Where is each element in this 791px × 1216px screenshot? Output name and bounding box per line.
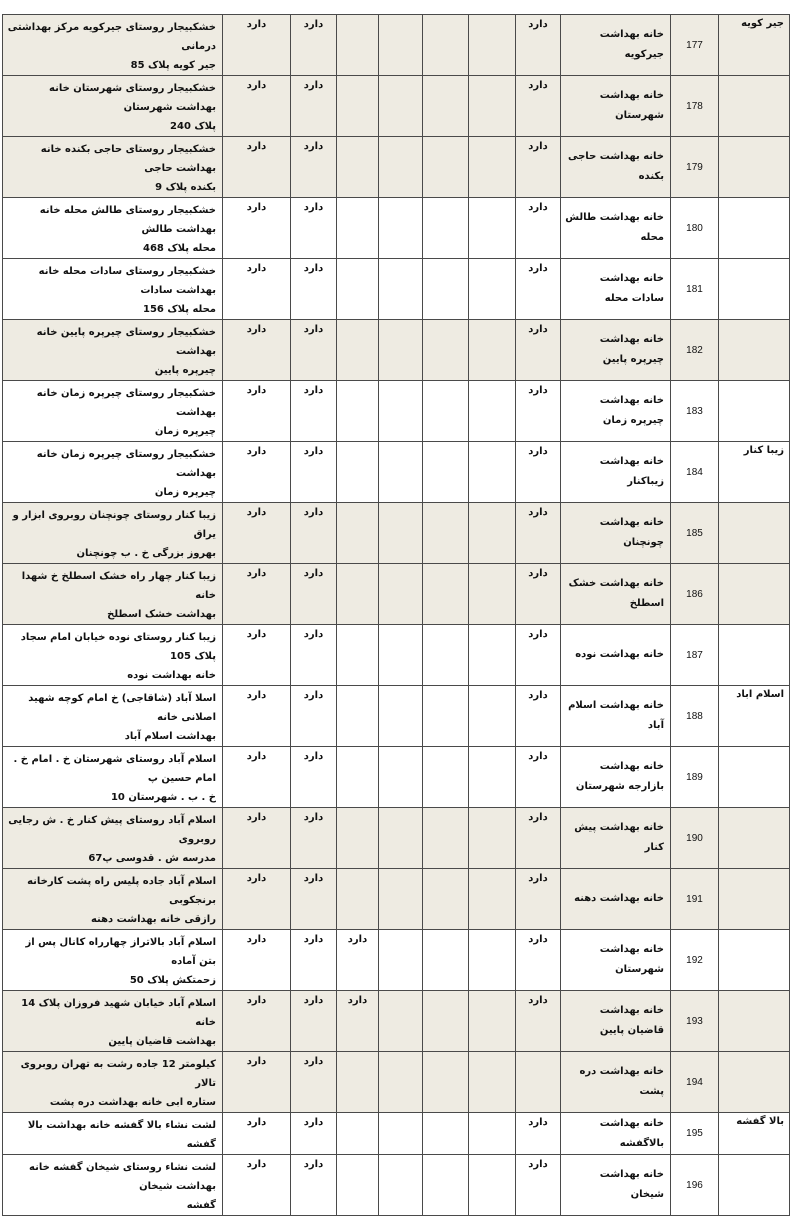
status-cell <box>469 381 516 442</box>
status-cell <box>337 808 379 869</box>
status-cell <box>469 198 516 259</box>
address-cell <box>3 15 223 76</box>
status-cell <box>337 625 379 686</box>
status-cell <box>379 259 423 320</box>
status-cell: دارد <box>291 564 337 625</box>
status-cell <box>423 320 469 381</box>
region-label <box>719 625 790 686</box>
address-line: خشکبیجار روستای جیرکویه مرکز بهداشتی درمانی <box>7 22 216 52</box>
address-line: خشکبیجار روستای چیرپره زمان خانه بهداشت <box>36 388 216 418</box>
address-line: جیر کویه پلاک 85 <box>130 60 216 71</box>
status-cell <box>337 259 379 320</box>
status-cell: دارد <box>291 15 337 76</box>
address-line: اسلام آباد روستای پیش کنار خ . ش رجایی روبروی <box>8 815 216 845</box>
address-line: اسلام آباد روستای شهرستان خ . امام خ . امام حسین پ <box>13 754 216 784</box>
status-cell <box>469 625 516 686</box>
address-cell <box>3 869 223 930</box>
region-label <box>719 76 790 137</box>
status-cell <box>379 564 423 625</box>
region-label <box>719 747 790 808</box>
table-row <box>3 808 790 869</box>
status-cell <box>423 1155 469 1216</box>
status-cell <box>379 1052 423 1113</box>
status-cell: دارد <box>516 686 561 747</box>
status-cell: دارد <box>223 686 291 747</box>
status-cell <box>423 381 469 442</box>
status-cell <box>379 198 423 259</box>
status-cell <box>379 686 423 747</box>
status-cell: دارد <box>516 808 561 869</box>
status-cell <box>337 76 379 137</box>
address-line: ستاره ابی خانه بهداشت دره پشت <box>49 1097 216 1108</box>
table-row <box>3 503 790 564</box>
address-line: بکنده پلاک 9 <box>155 182 216 193</box>
address-line: لشت نشاء بالا گفشه خانه بهداشت بالا گفشه <box>27 1120 216 1150</box>
status-cell: دارد <box>223 259 291 320</box>
status-cell <box>423 564 469 625</box>
status-cell: دارد <box>516 503 561 564</box>
row-number: 177 <box>671 15 719 76</box>
region-label <box>719 869 790 930</box>
status-cell: دارد <box>291 198 337 259</box>
status-cell <box>516 1052 561 1113</box>
table-row <box>3 1052 790 1113</box>
status-cell <box>469 1052 516 1113</box>
region-label <box>719 259 790 320</box>
status-cell: دارد <box>291 930 337 991</box>
address-line: بهروز بزرگی خ . ب چونچنان <box>76 548 216 559</box>
status-cell <box>423 991 469 1052</box>
region-label <box>719 564 790 625</box>
address-cell <box>3 625 223 686</box>
row-number: 195 <box>671 1113 719 1155</box>
row-number: 181 <box>671 259 719 320</box>
status-cell <box>469 503 516 564</box>
address-cell <box>3 503 223 564</box>
health-houses-table <box>2 14 790 1216</box>
status-cell: دارد <box>223 564 291 625</box>
address-cell <box>3 320 223 381</box>
status-cell: دارد <box>223 15 291 76</box>
status-cell <box>423 625 469 686</box>
status-cell: دارد <box>516 15 561 76</box>
status-cell <box>337 686 379 747</box>
table-row <box>3 442 790 503</box>
status-cell <box>469 137 516 198</box>
row-number: 188 <box>671 686 719 747</box>
status-cell <box>423 808 469 869</box>
address-line: زیبا کنار روستای چونچنان روبروی ابزار و یراق <box>12 510 216 540</box>
status-cell: دارد <box>516 747 561 808</box>
status-cell: دارد <box>291 1052 337 1113</box>
health-house-name: خانه بهداشت قاضیان پایین <box>561 991 671 1052</box>
status-cell <box>423 137 469 198</box>
address-line: خشکبیجار روستای چیرپره زمان خانه بهداشت <box>36 449 216 479</box>
status-cell: دارد <box>291 381 337 442</box>
address-line: 10 خ . ب . شهرستان <box>110 792 216 803</box>
status-cell: دارد <box>516 991 561 1052</box>
status-cell: دارد <box>223 869 291 930</box>
address-line: بهداشت اسلام آباد <box>124 731 216 742</box>
status-cell <box>423 76 469 137</box>
status-cell: دارد <box>223 76 291 137</box>
row-number: 193 <box>671 991 719 1052</box>
region-label <box>719 503 790 564</box>
address-line: خشکبیجار روستای سادات محله خانه بهداشت سادات <box>38 266 216 296</box>
health-house-name: خانه بهداشت دره پشت <box>561 1052 671 1113</box>
status-cell: دارد <box>223 1155 291 1216</box>
row-number: 186 <box>671 564 719 625</box>
health-house-name: خانه بهداشت شهرستان <box>561 76 671 137</box>
address-line: زحمتکش پلاک 50 <box>129 975 216 986</box>
status-cell: دارد <box>516 442 561 503</box>
address-cell <box>3 1155 223 1216</box>
address-line: اسلام آباد بالاتراز چهارراه کانال پس از بتن آماده <box>25 937 216 967</box>
status-cell: دارد <box>223 503 291 564</box>
table-row <box>3 747 790 808</box>
status-cell: دارد <box>291 747 337 808</box>
status-cell: دارد <box>291 259 337 320</box>
status-cell: دارد <box>516 76 561 137</box>
status-cell <box>423 198 469 259</box>
table-row <box>3 381 790 442</box>
status-cell: دارد <box>516 320 561 381</box>
health-house-name: خانه بهداشت چیرپره پایین <box>561 320 671 381</box>
health-house-name: خانه بهداشت شیخان <box>561 1155 671 1216</box>
row-number: 187 <box>671 625 719 686</box>
status-cell <box>469 686 516 747</box>
status-cell: دارد <box>291 869 337 930</box>
status-cell: دارد <box>223 808 291 869</box>
region-label <box>719 930 790 991</box>
status-cell: دارد <box>223 137 291 198</box>
status-cell <box>423 686 469 747</box>
status-cell <box>469 320 516 381</box>
status-cell: دارد <box>223 442 291 503</box>
health-house-name: خانه بهداشت پیش کنار <box>561 808 671 869</box>
status-cell <box>337 198 379 259</box>
status-cell <box>379 442 423 503</box>
address-cell <box>3 808 223 869</box>
status-cell <box>469 747 516 808</box>
region-label: زیبا کنار <box>719 442 790 503</box>
address-line: اسلام آباد جاده پلیس راه پشت کارخانه برنجکوبی <box>27 876 216 906</box>
status-cell: دارد <box>291 1113 337 1155</box>
row-number: 178 <box>671 76 719 137</box>
region-label <box>719 320 790 381</box>
address-cell <box>3 259 223 320</box>
status-cell <box>379 747 423 808</box>
table-row <box>3 686 790 747</box>
row-number: 196 <box>671 1155 719 1216</box>
address-line: رازقی خانه بهداشت دهنه <box>90 914 216 925</box>
status-cell <box>337 442 379 503</box>
table-row <box>3 869 790 930</box>
status-cell <box>379 625 423 686</box>
row-number: 182 <box>671 320 719 381</box>
status-cell: دارد <box>516 930 561 991</box>
status-cell <box>469 808 516 869</box>
status-cell: دارد <box>223 1113 291 1155</box>
status-cell: دارد <box>291 991 337 1052</box>
status-cell: دارد <box>223 625 291 686</box>
status-cell <box>337 381 379 442</box>
status-cell <box>469 930 516 991</box>
status-cell <box>337 1113 379 1155</box>
health-house-name: خانه بهداشت بالاگفشه <box>561 1113 671 1155</box>
status-cell <box>379 320 423 381</box>
table-row <box>3 320 790 381</box>
address-cell <box>3 747 223 808</box>
status-cell: دارد <box>516 625 561 686</box>
address-cell <box>3 381 223 442</box>
status-cell <box>469 76 516 137</box>
table-row <box>3 625 790 686</box>
address-line: زیبا کنار چهار راه خشک اسطلخ خ شهدا خانه <box>21 571 216 601</box>
table-row <box>3 15 790 76</box>
status-cell <box>379 869 423 930</box>
status-cell: دارد <box>223 198 291 259</box>
status-cell: دارد <box>516 198 561 259</box>
status-cell: دارد <box>291 808 337 869</box>
status-cell: دارد <box>337 930 379 991</box>
health-house-name: خانه بهداشت نوده <box>561 625 671 686</box>
status-cell: دارد <box>516 137 561 198</box>
status-cell: دارد <box>516 869 561 930</box>
address-line: پلاک 240 <box>170 121 216 132</box>
address-cell <box>3 686 223 747</box>
status-cell <box>379 76 423 137</box>
address-cell <box>3 991 223 1052</box>
status-cell <box>337 137 379 198</box>
row-number: 183 <box>671 381 719 442</box>
address-line: زیبا کنار روستای نوده خیابان امام سجاد پلاک 105 <box>20 632 216 662</box>
status-cell: دارد <box>223 991 291 1052</box>
health-house-name: خانه بهداشت طالش محله <box>561 198 671 259</box>
status-cell <box>379 808 423 869</box>
status-cell <box>423 259 469 320</box>
address-line: بهداشت خشک اسطلخ <box>107 609 216 620</box>
table-row <box>3 564 790 625</box>
region-label: جیر کویه <box>719 15 790 76</box>
status-cell <box>423 503 469 564</box>
region-label <box>719 198 790 259</box>
status-cell <box>469 1113 516 1155</box>
status-cell: دارد <box>291 1155 337 1216</box>
status-cell: دارد <box>291 137 337 198</box>
status-cell <box>469 259 516 320</box>
health-house-name: خانه بهداشت دهنه <box>561 869 671 930</box>
status-cell <box>469 991 516 1052</box>
status-cell: دارد <box>291 442 337 503</box>
status-cell <box>379 1155 423 1216</box>
status-cell: دارد <box>291 76 337 137</box>
status-cell <box>379 1113 423 1155</box>
status-cell: دارد <box>223 1052 291 1113</box>
status-cell <box>337 15 379 76</box>
status-cell: دارد <box>516 381 561 442</box>
address-line: گفشه <box>186 1200 216 1211</box>
status-cell: دارد <box>516 1155 561 1216</box>
status-cell <box>423 442 469 503</box>
address-line: اسلام آباد خیابان شهید فروزان پلاک 14 خانه <box>21 998 216 1028</box>
row-number: 191 <box>671 869 719 930</box>
row-number: 192 <box>671 930 719 991</box>
health-house-name: خانه بهداشت شهرستان <box>561 930 671 991</box>
region-label <box>719 381 790 442</box>
address-line: خشکبیجار روستای طالش محله خانه بهداشت طالش <box>39 205 216 235</box>
address-line: چیرپره زمان <box>154 426 216 437</box>
status-cell <box>469 564 516 625</box>
status-cell <box>379 381 423 442</box>
address-line: خانه بهداشت نوده <box>127 670 216 681</box>
health-house-name: خانه بهداشت خشک اسطلخ <box>561 564 671 625</box>
status-cell: دارد <box>223 381 291 442</box>
address-cell <box>3 1113 223 1155</box>
address-line: بهداشت قاضیان پایین <box>108 1036 216 1047</box>
address-line: چیرپره زمان <box>154 487 216 498</box>
status-cell <box>379 503 423 564</box>
status-cell: دارد <box>291 625 337 686</box>
status-cell <box>337 1155 379 1216</box>
status-cell <box>337 503 379 564</box>
address-line: محله پلاک 468 <box>143 243 216 254</box>
status-cell <box>379 15 423 76</box>
status-cell <box>423 1113 469 1155</box>
health-house-name: خانه بهداشت سادات محله <box>561 259 671 320</box>
address-cell <box>3 137 223 198</box>
health-house-name: خانه بهداشت حاجی بکنده <box>561 137 671 198</box>
status-cell <box>379 930 423 991</box>
status-cell <box>423 747 469 808</box>
status-cell <box>337 747 379 808</box>
address-line: اسلا آباد (شاقاجی) خ امام کوچه شهید اصلانی خانه <box>28 693 216 723</box>
health-house-name: خانه بهداشت جیرکویه <box>561 15 671 76</box>
row-number: 179 <box>671 137 719 198</box>
status-cell: دارد <box>516 259 561 320</box>
status-cell <box>469 869 516 930</box>
status-cell <box>423 15 469 76</box>
row-number: 190 <box>671 808 719 869</box>
address-cell <box>3 564 223 625</box>
row-number: 184 <box>671 442 719 503</box>
status-cell <box>469 442 516 503</box>
health-house-name: خانه بهداشت بازارجه شهرستان <box>561 747 671 808</box>
status-cell: دارد <box>516 564 561 625</box>
status-cell <box>423 1052 469 1113</box>
address-line: خشکبیجار روستای چیرپره پایین خانه بهداشت <box>36 327 216 357</box>
address-line: مدرسه ش . قدوسی پ67 <box>88 853 216 864</box>
address-line: لشت نشاء روستای شیخان گفشه خانه بهداشت شیخان <box>29 1162 216 1192</box>
health-house-name: خانه بهداشت زیباکنار <box>561 442 671 503</box>
table-row <box>3 1155 790 1216</box>
status-cell <box>469 1155 516 1216</box>
address-line: محله پلاک 156 <box>143 304 216 315</box>
address-cell <box>3 930 223 991</box>
status-cell: دارد <box>291 686 337 747</box>
status-cell <box>423 930 469 991</box>
status-cell: دارد <box>291 503 337 564</box>
address-line: کیلومتر 12 جاده رشت به تهران روبروی تالار <box>20 1059 216 1089</box>
address-line: خشکبیجار روستای حاجی بکنده خانه بهداشت حاجی <box>40 144 216 174</box>
address-cell <box>3 442 223 503</box>
region-label: بالا گفشه <box>719 1113 790 1155</box>
region-label: اسلام اباد <box>719 686 790 747</box>
status-cell: دارد <box>223 930 291 991</box>
status-cell: دارد <box>291 320 337 381</box>
status-cell <box>337 1052 379 1113</box>
status-cell <box>337 320 379 381</box>
status-cell <box>337 564 379 625</box>
row-number: 189 <box>671 747 719 808</box>
status-cell: دارد <box>223 747 291 808</box>
status-cell <box>469 15 516 76</box>
address-cell <box>3 198 223 259</box>
row-number: 194 <box>671 1052 719 1113</box>
table-row <box>3 259 790 320</box>
address-line: چیرپره پایین <box>154 365 216 376</box>
address-cell <box>3 76 223 137</box>
table-row <box>3 198 790 259</box>
health-house-name: خانه بهداشت چیرپره زمان <box>561 381 671 442</box>
region-label <box>719 991 790 1052</box>
table-row <box>3 930 790 991</box>
health-house-name: خانه بهداشت اسلام آباد <box>561 686 671 747</box>
status-cell: دارد <box>516 1113 561 1155</box>
address-cell <box>3 1052 223 1113</box>
status-cell: دارد <box>223 320 291 381</box>
status-cell <box>379 991 423 1052</box>
region-label <box>719 808 790 869</box>
address-line: خشکبیجار روستای شهرستان خانه بهداشت شهرستان <box>49 83 216 113</box>
table-row <box>3 1113 790 1155</box>
status-cell <box>337 869 379 930</box>
row-number: 185 <box>671 503 719 564</box>
region-label <box>719 1052 790 1113</box>
region-label <box>719 1155 790 1216</box>
health-house-name: خانه بهداشت چونچنان <box>561 503 671 564</box>
status-cell <box>379 137 423 198</box>
table-row <box>3 137 790 198</box>
row-number: 180 <box>671 198 719 259</box>
table-row <box>3 76 790 137</box>
region-label <box>719 137 790 198</box>
status-cell <box>423 869 469 930</box>
table-row <box>3 991 790 1052</box>
status-cell: دارد <box>337 991 379 1052</box>
